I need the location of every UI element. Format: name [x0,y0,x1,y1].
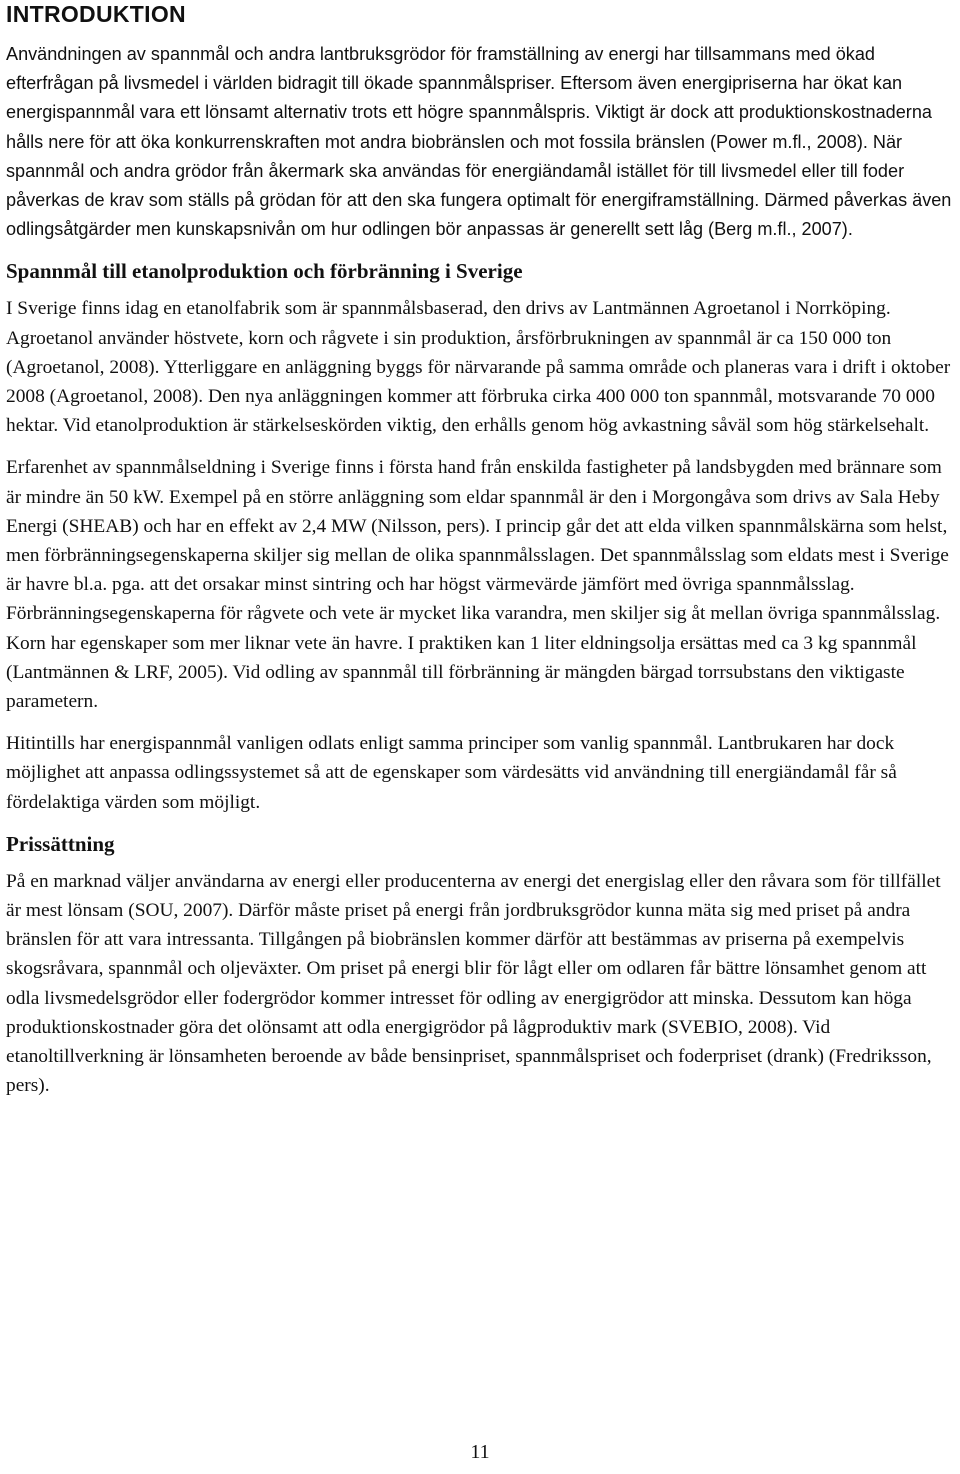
chapter-heading: INTRODUKTION [6,1,186,27]
section-heading-prissattning: Prissättning [6,831,115,856]
document-body [6,0,954,1114]
paragraph-etanolfabrik: I Sverige finns idag en etanolfabrik som är spannmålsbaserad, den drivs av Lantmännen Agroetanol i Norrköping. Agroetanol använder höstvete, korn och rågvete i sin produktion, årsförbrukningen av spannmål är ca 150 000 ton (Agroetanol, 2008). Ytterliggare en anläggning byggs för närvarande på samma område och planeras vara i drift i oktober 2008 (Agroetanol, 2008). Den nya anläggningen kommer att förbruka cirka 400 000 ton spannmål, motsvarande 70 000 hektar. Vid etanolproduktion är stärkelseskörden viktig, den erhålls genom hög avkastning såväl som hög stärkelsehalt. [6,298,951,437]
page-number: 11 [470,1441,490,1463]
paragraph-spannmalseldning: Erfarenhet av spannmålseldning i Sverige finns i första hand från enskilda fastigheter på landsbygden med brännare som är mindre än 50 kW. Exempel på en större anläggning som eldar spannmål är den i Morgongåva som drivs av Sala Heby Energi (SHEAB) och har en effekt av 2,4 MW (Nilsson, pers). I princip går det att elda vilken spannmålskärna som helst, men förbränningsegenskaperna skiljer sig mellan de olika spannmålsslagen. Det spannmålsslag som eldats mest i Sverige är havre bl.a. pga. att det orsakar minst sintring och har högst värmevärde jämfört med övriga spannmålsslag. Förbränningsegenskaperna för rågvete och vete är mycket lika varandra, men skiljer sig åt mellan övriga spannmålsslag. Korn har egenskaper som mer liknar vete än havre. I praktiken kan 1 liter eldningsolja ersättas med ca 3 kg spannmål (Lantmännen & LRF, 2005). Vid odling av spannmål till förbränning är mängden bärgad torrsubstans den viktigaste parametern. [6,457,949,713]
intro-paragraph: Användningen av spannmål och andra lantbruksgrödor för framställning av energi har tillsammans med ökad efterfrågan på livsmedel i världen bidragit till ökade spannmålspriser. Eftersom även energipriserna har ökat kan energispannmål vara ett lönsamt alternativ trots ett högre spannmålspris. Viktigt är dock att produktionskostnaderna hålls nere för att öka konkurrenskraften mot andra biobränslen och mot fossila bränslen (Power m.fl., 2008). När spannmål och andra grödor från åkermark ska användas för energiändamål istället för till livsmedel eller till foder påverkas de krav som ställs på grödan för att den ska fungera optimalt för energiframställning. Därmed påverkas även odlingsåtgärder men kunskapsnivån om hur odlingen bör anpassas är generellt sett låg (Berg m.fl., 2007). [6,44,952,240]
section-heading-spannmal: Spannmål till etanolproduktion och förbränning i Sverige [6,259,523,284]
paragraph-prissattning: På en marknad väljer användarna av energi eller producenterna av energi det energislag eller den råvara som för tillfället är mest lönsam (SOU, 2007). Därför måste priset på energi från jordbruksgrödor kunna mäta sig med priset på andra bränslen för att vara intressanta. Tillgången på biobränslen kommer därför att bestämmas av priserna på exempelvis skogsråvara, spannmål och oljeväxter. Om priset på energi blir för lågt eller om odlaren får bättre lönsamhet genom att odla livsmedelsgrödor eller fodergrödor kommer intresset för odling av energigrödor att minska. Dessutom kan höga produktionskostnader göra det olönsamt att odla energigrödor på lågproduktiv mark (SVEBIO, 2008). Vid etanoltillverkning är lönsamheten beroende av både bensinpriset, spannmålspriset och foderpriset (drank) (Fredriksson, pers). [6,870,941,1097]
paragraph-energispannmal: Hitintills har energispannmål vanligen odlats enligt samma principer som vanlig spannmål. Lantbrukaren har dock möjlighet att anpassa odlingssystemet så att de egenskaper som värdesätts vid användning till energiändamål får så fördelaktiga värden som möjligt. [6,733,897,813]
